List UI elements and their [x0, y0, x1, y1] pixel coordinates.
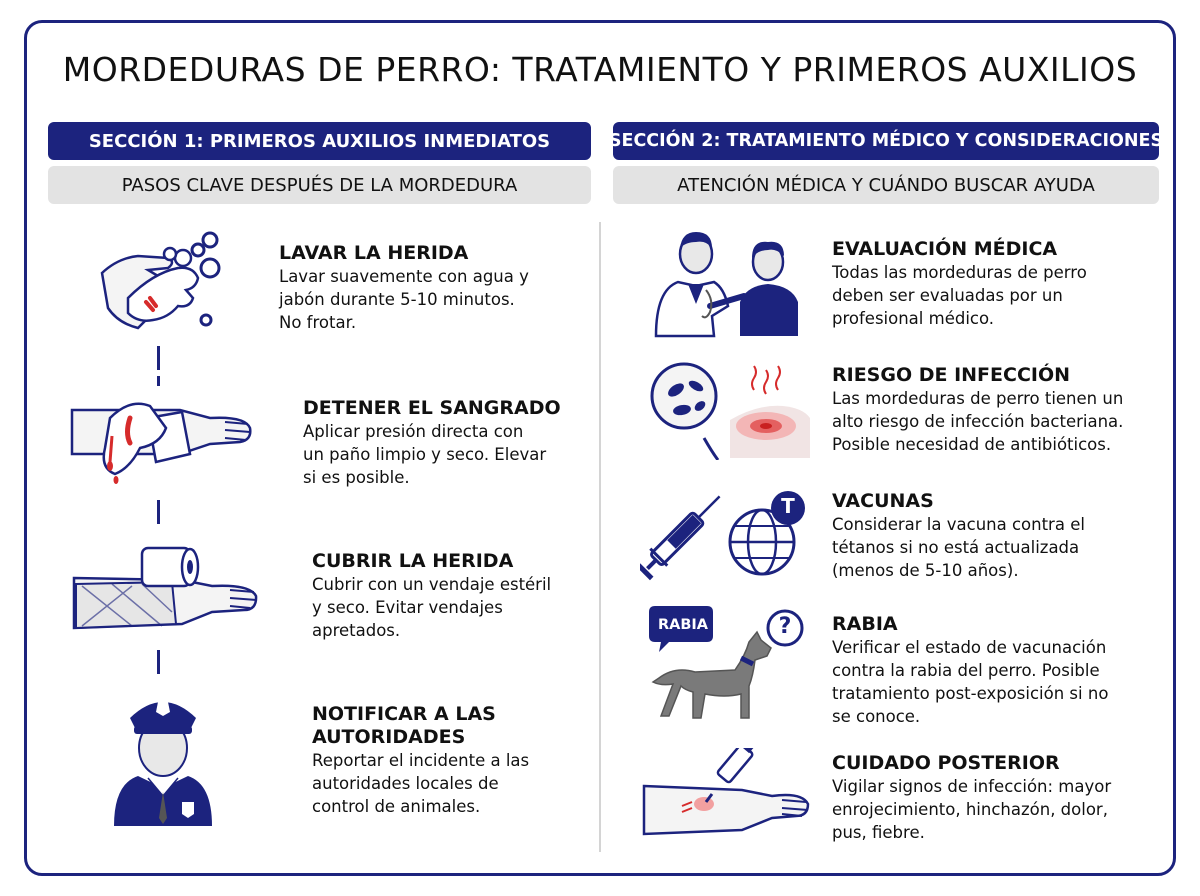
- step-text: Cubrir con un vendaje estéril y seco. Evitar vendajes apretados.: [312, 575, 552, 640]
- step-text: Lavar suavemente con agua y jabón durante 5-10 minutos. No frotar.: [279, 267, 529, 332]
- step-detener: [303, 397, 561, 489]
- pressure-cloth-icon: [70, 388, 255, 493]
- step-title: DETENER EL SANGRADO: [303, 397, 561, 419]
- item-text: Verificar el estado de vacunación contra la rabia del perro. Posible tratamiento post-exposición si no se conoce.: [832, 638, 1109, 726]
- section2-subheader: ATENCIÓN MÉDICA Y CUÁNDO BUSCAR AYUDA: [613, 166, 1159, 204]
- item-evaluacion: [832, 238, 1087, 330]
- step-notificar: [312, 703, 529, 818]
- step-title: CUBRIR LA HERIDA: [312, 550, 514, 572]
- item-vacunas: [832, 490, 1085, 582]
- tetanus-badge: T: [781, 494, 795, 518]
- item-title: EVALUACIÓN MÉDICA: [832, 238, 1058, 260]
- item-text: Las mordeduras de perro tienen un alto riesgo de infección bacteriana. Posible necesidad de antibióticos.: [832, 389, 1124, 454]
- bacteria-infection-icon: [648, 360, 813, 460]
- item-title: VACUNAS: [832, 490, 934, 512]
- item-infeccion: [832, 364, 1123, 456]
- hand-washing-icon: [98, 228, 228, 338]
- page-title: MORDEDURAS DE PERRO: TRATAMIENTO Y PRIMEROS AUXILIOS: [62, 50, 1138, 89]
- step-lavar: [279, 242, 529, 334]
- question-mark-icon: ?: [778, 614, 792, 639]
- item-title: RIESGO DE INFECCIÓN: [832, 364, 1071, 386]
- step-connector: [157, 500, 160, 524]
- step-text: Aplicar presión directa con un paño limpio y seco. Elevar si es posible.: [303, 422, 547, 487]
- step-text: Reportar el incidente a las autoridades locales de control de animales.: [312, 751, 530, 816]
- section1-subheader: PASOS CLAVE DESPUÉS DE LA MORDEDURA: [48, 166, 591, 204]
- column-divider: [599, 222, 601, 852]
- item-text: Vigilar signos de infección: mayor enrojecimiento, hinchazón, dolor, pus, fiebre.: [832, 777, 1112, 842]
- step-connector: [157, 376, 160, 386]
- item-rabia: [832, 613, 1108, 728]
- step-cubrir: [312, 550, 551, 642]
- step-title: LAVAR LA HERIDA: [279, 242, 469, 264]
- bandage-arm-icon: [72, 540, 262, 640]
- item-text: Considerar la vacuna contra el tétanos si no está actualizada (menos de 5-10 años).: [832, 515, 1085, 580]
- step-connector: [157, 650, 160, 674]
- item-title: CUIDADO POSTERIOR: [832, 752, 1060, 774]
- arm-ointment-icon: [642, 748, 812, 836]
- step-connector: [157, 346, 160, 370]
- item-title: RABIA: [832, 613, 898, 635]
- item-text: Todas las mordeduras de perro deben ser evaluadas por un profesional médico.: [832, 263, 1087, 328]
- police-officer-icon: [108, 688, 218, 828]
- rabia-badge: RABIA: [657, 617, 709, 633]
- step-title: NOTIFICAR A LAS AUTORIDADES: [312, 703, 496, 748]
- section1-header: SECCIÓN 1: PRIMEROS AUXILIOS INMEDIATOS: [48, 122, 591, 160]
- section2-header: SECCIÓN 2: TRATAMIENTO MÉDICO Y CONSIDERACIONES: [613, 122, 1159, 160]
- item-cuidado: [832, 752, 1111, 844]
- doctor-patient-icon: [652, 220, 802, 338]
